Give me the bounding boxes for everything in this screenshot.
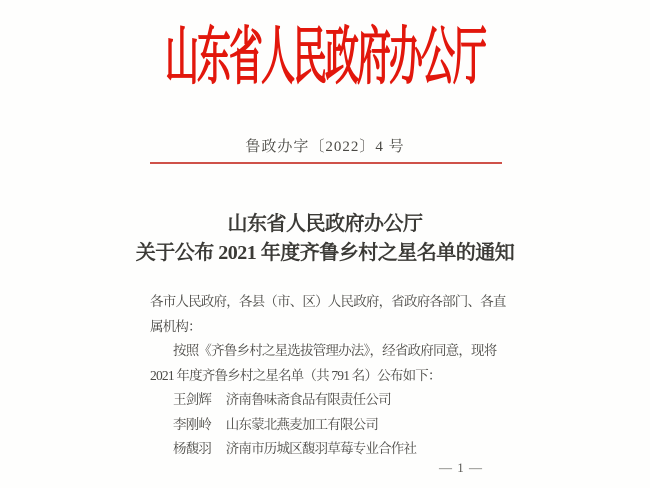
awardee-organization: 济南市历城区馥羽草莓专业合作社 bbox=[225, 441, 417, 456]
awardee-list-item bbox=[150, 437, 506, 462]
document-title-line2: 关于公布 2021 年度齐鲁乡村之星名单的通知 bbox=[135, 242, 515, 264]
awardee-list-item bbox=[150, 388, 506, 413]
document-title bbox=[0, 210, 650, 268]
document-reference-number: 鲁政办字〔2022〕4 号 bbox=[245, 139, 405, 155]
document-title-line1: 山东省人民政府办公厅 bbox=[227, 213, 423, 235]
awardee-name: 王剑辉 bbox=[173, 392, 212, 407]
document-body bbox=[150, 290, 506, 462]
salutation-line-1: 各市人民政府，各县（市、区）人民政府，省政府各部门、各直 bbox=[150, 294, 506, 309]
awardee-name: 杨馥羽 bbox=[173, 441, 212, 456]
page-number: — 1 — bbox=[439, 460, 483, 475]
paragraph-line-1: 按照《齐鲁乡村之星选拔管理办法》，经省政府同意，现将 bbox=[173, 343, 497, 358]
awardee-organization: 山东蒙北燕麦加工有限公司 bbox=[225, 416, 379, 432]
awardee-organization: 济南鲁味斋食品有限责任公司 bbox=[225, 392, 391, 407]
awardee-list-item bbox=[150, 413, 506, 438]
paragraph-line-2: 2021 年度齐鲁乡村之星名单（共 791 名）公布如下： bbox=[150, 367, 441, 383]
salutation-line-2: 属机构： bbox=[150, 318, 201, 334]
red-divider-line bbox=[150, 162, 502, 164]
awardee-name: 李刚岭 bbox=[173, 416, 212, 432]
letterhead-title: 山东省人民政府办公厅 bbox=[165, 24, 485, 93]
